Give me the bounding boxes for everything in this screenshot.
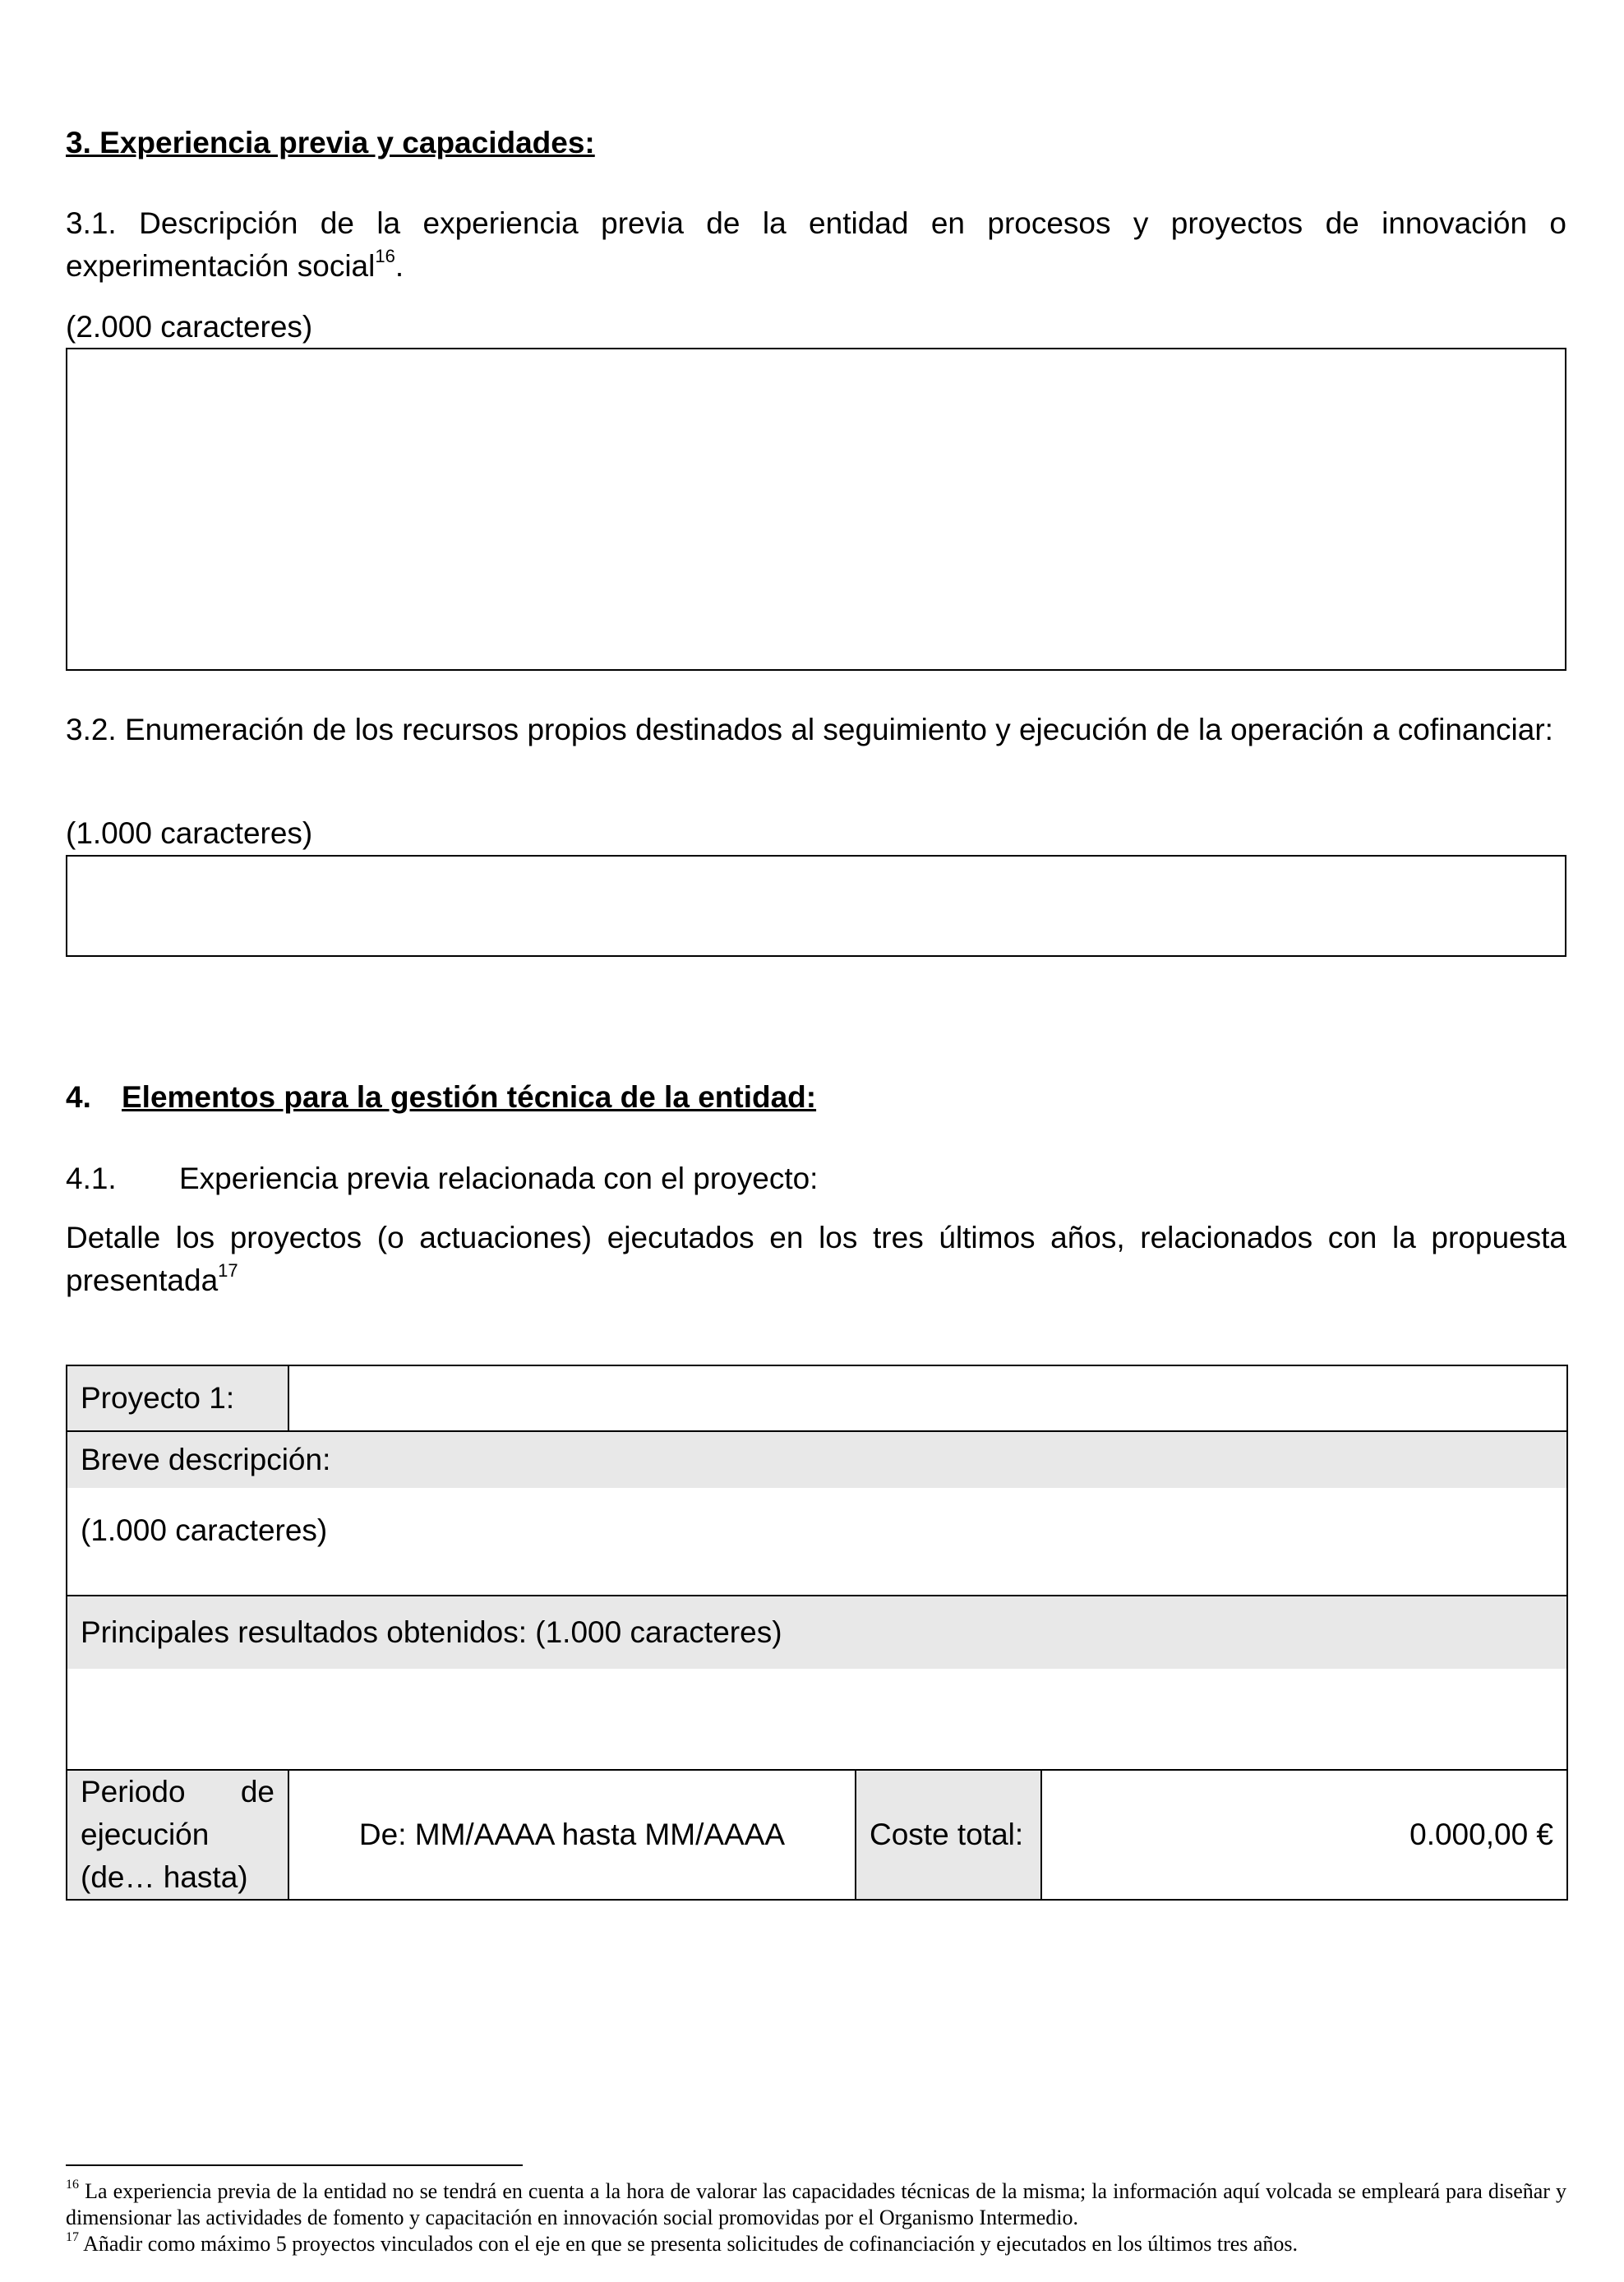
question-4-1-text: Experiencia previa relacionada con el proyecto: xyxy=(179,1162,819,1195)
project-label: Proyecto 1: xyxy=(67,1365,288,1431)
footnote-16 xyxy=(66,2178,1566,2231)
question-3-1-limit: (2.000 caracteres) xyxy=(66,310,313,344)
answer-3-1-textbox[interactable] xyxy=(66,348,1566,671)
question-3-2: 3.2. Enumeración de los recursos propios destinados al seguimiento y ejecución de la operación a cofinanciar: xyxy=(66,713,1553,746)
period-field[interactable]: De: MM/AAAA hasta MM/AAAA xyxy=(288,1770,856,1900)
section-4-heading: Elementos para la gestión técnica de la entidad: xyxy=(122,1080,817,1114)
cost-field[interactable]: 0.000,00 € xyxy=(1041,1770,1567,1900)
footnote-16-text: La experiencia previa de la entidad no se tendrá en cuenta a la hora de valorar las capacidades técnicas de la misma; la información aquí volcada se empleará para diseñar y dimensionar las actividades de fomento y capacitación en innovación social promovidas por el Organismo Intermedio. xyxy=(66,2179,1567,2229)
footnote-16-number: 16 xyxy=(66,2178,79,2192)
answer-3-2-textbox[interactable] xyxy=(66,855,1566,957)
question-4-1-number: 4.1. xyxy=(66,1162,117,1195)
description-cell[interactable] xyxy=(67,1431,1567,1596)
period-label: Periodo de ejecución (de… hasta) xyxy=(67,1770,288,1900)
description-limit: (1.000 caracteres) xyxy=(81,1513,328,1547)
footnote-17-text: Añadir como máximo 5 proyectos vinculados con el eje en que se presenta solicitudes de cofinanciación y ejecutados en los últimos tres años. xyxy=(83,2232,1299,2256)
project-name-field[interactable] xyxy=(288,1365,1567,1431)
footnote-17-number: 17 xyxy=(66,2230,79,2245)
project-table xyxy=(66,1365,1568,1901)
results-label: Principales resultados obtenidos: (1.000 caracteres) xyxy=(67,1596,1566,1669)
footnote-17 xyxy=(66,2231,1566,2257)
footnote-separator xyxy=(66,2164,523,2166)
detail-text xyxy=(66,1217,1566,1302)
section-4-number: 4. xyxy=(66,1080,91,1114)
question-3-1-end: . xyxy=(394,249,404,283)
question-3-1-text: 3.1. Descripción de la experiencia previa de la entidad en procesos y proyectos de innovación o experimentación social xyxy=(66,206,1566,283)
description-row xyxy=(67,1431,1567,1596)
period-row xyxy=(67,1770,1567,1900)
description-label: Breve descripción: xyxy=(67,1432,1566,1488)
footnote-ref-16: 16 xyxy=(375,245,395,266)
question-3-2-limit: (1.000 caracteres) xyxy=(66,816,313,850)
section-3-heading: 3. Experiencia previa y capacidades: xyxy=(66,126,595,159)
project-row xyxy=(67,1365,1567,1431)
results-row xyxy=(67,1596,1567,1770)
footnote-ref-17: 17 xyxy=(218,1259,238,1281)
results-cell[interactable] xyxy=(67,1596,1567,1770)
question-3-1 xyxy=(66,202,1566,288)
cost-label: Coste total: xyxy=(856,1770,1041,1900)
detail-text-body: Detalle los proyectos (o actuaciones) ejecutados en los tres últimos años, relacionados con la propuesta presentada xyxy=(66,1221,1566,1297)
